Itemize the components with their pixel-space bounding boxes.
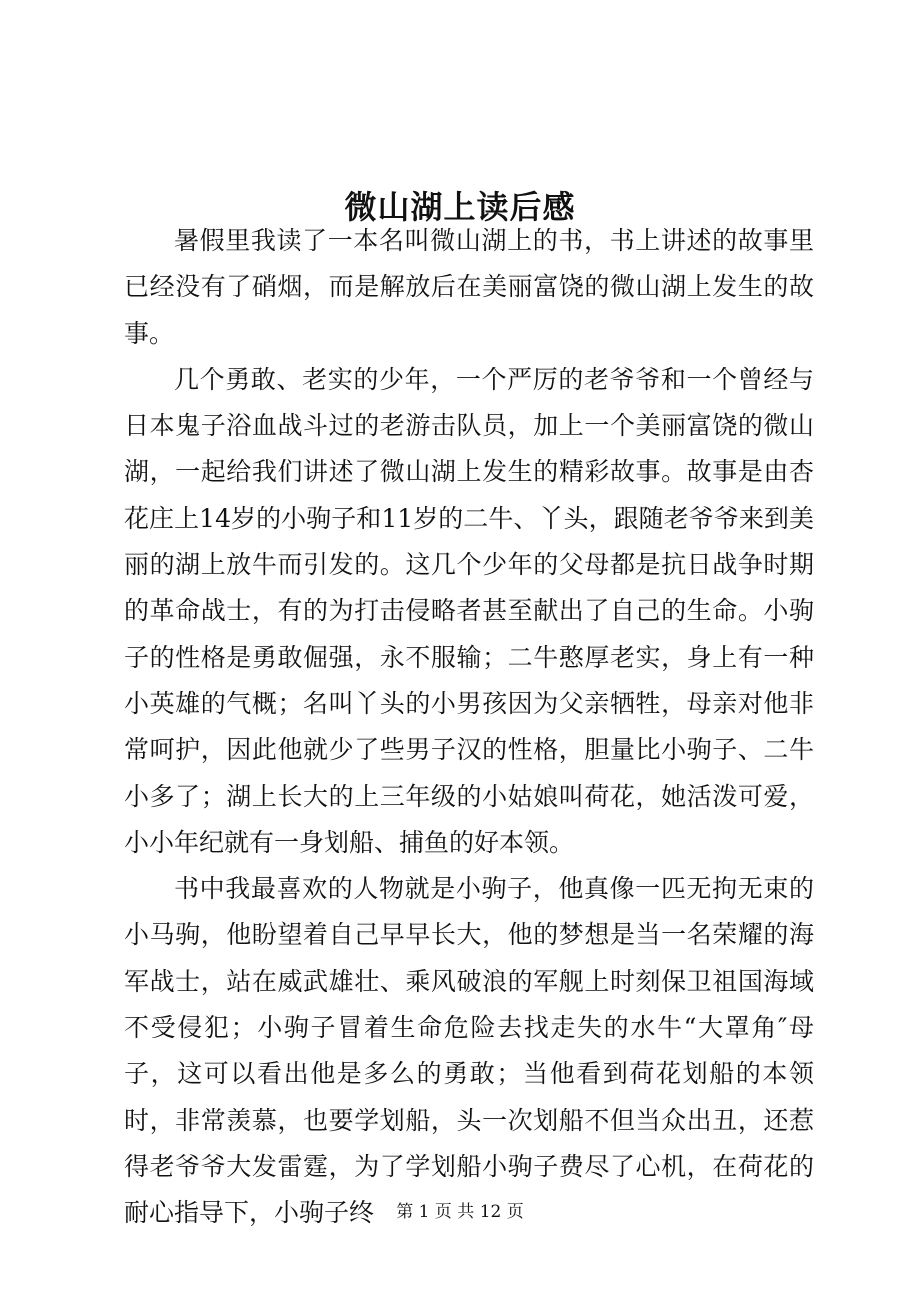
paragraph-3: 书中我最喜欢的人物就是小驹子，他真像一匹无拘无束的小马驹，他盼望着自己早早长大，他的梦想是当一名荣耀的海军战士，站在威武雄壮、乘风破浪的军舰上时刻保卫祖国海域不受侵犯；小驹子冒着生命危险去找走失的水牛“大罩角″母子，这可以看出他是多么的勇敢；当他看到荷花划船的本领时，非常羡慕，也要学划船，头一次划船不但当众出丑，还惹得老爷爷大发雷霆，为了学划船小驹子费尽了心机，在荷花的耐心指导下，小驹子终 — [124, 874, 814, 1228]
document-body — [124, 218, 814, 1237]
page-title: 微山湖上读后感 — [344, 188, 576, 227]
page-number-footer: 第 1 页 共 12 页 — [396, 1202, 524, 1222]
paragraph-1: 暑假里我读了一本名叫微山湖上的书，书上讲述的故事里已经没有了硝烟，而是解放后在美丽富饶的微山湖上发生的故事。 — [124, 226, 814, 348]
paragraph-2: 几个勇敢、老实的少年，一个严厉的老爷爷和一个曾经与日本鬼子浴血战斗过的老游击队员，加上一个美丽富饶的微山湖，一起给我们讲述了微山湖上发生的精彩故事。故事是由杏花庄上14岁的小驹子和11岁的二牛、丫头，跟随老爷爷来到美丽的湖上放牛而引发的。这几个少年的父母都是抗日战争时期的革命战士，有的为打击侵略者甚至献出了自己的生命。小驹子的性格是勇敢倔强，永不服输；二牛憨厚老实，身上有一种小英雄的气概；名叫丫头的小男孩因为父亲牺牲，母亲对他非常呵护，因此他就少了些男子汉的性格，胆量比小驹子、二牛小多了；湖上长大的上三年级的小姑娘叫荷花，她活泼可爱，小小年纪就有一身划船、捕鱼的好本领。 — [124, 364, 814, 857]
